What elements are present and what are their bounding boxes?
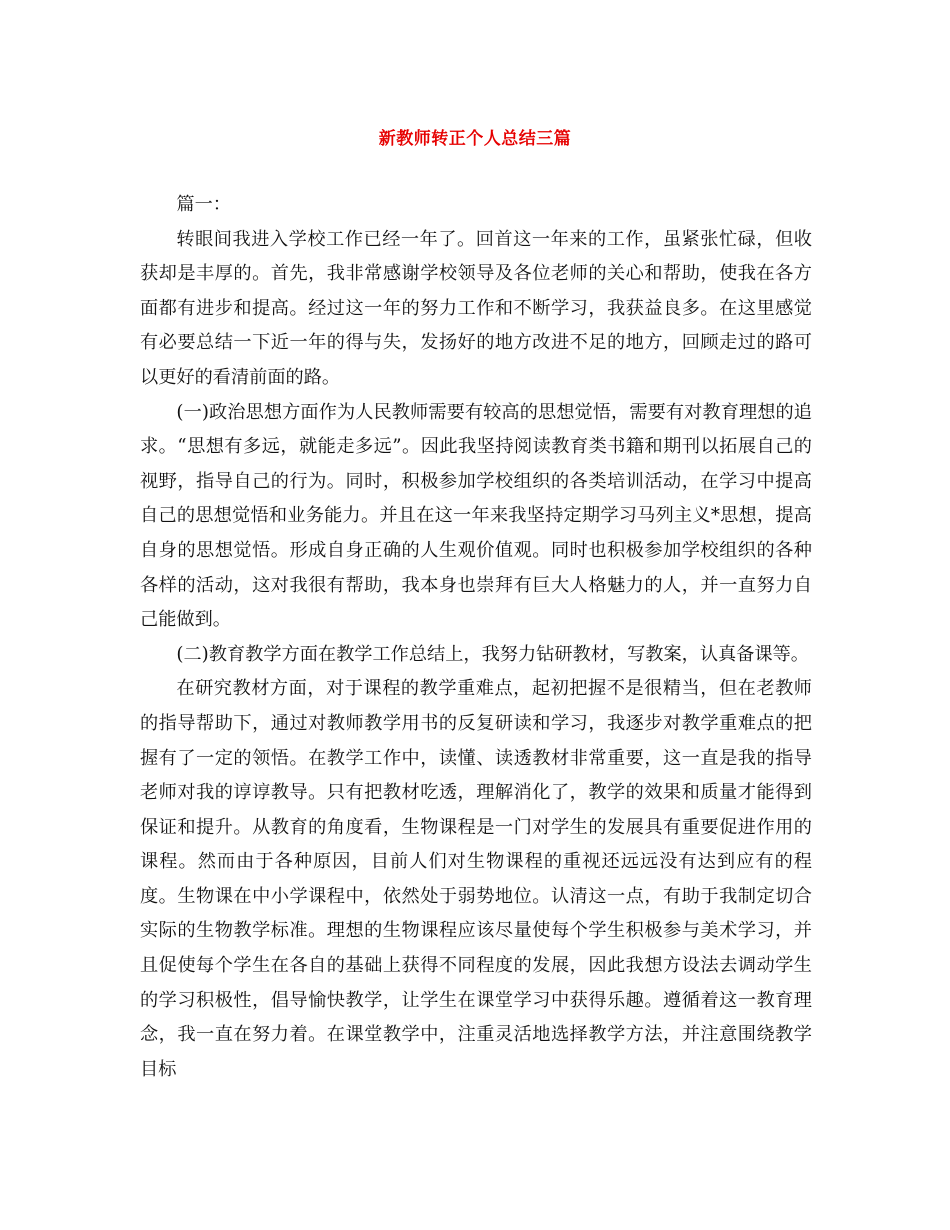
document-body <box>140 188 812 1087</box>
paragraph: (二)教育教学方面在教学工作总结上，我努力钻研教材，写教案，认真备课等。 <box>176 643 809 665</box>
paragraph: 在研究教材方面，对于课程的教学重难点，起初把握不是很精当，但在老教师的指导帮助下，通过对教师教学用书的反复研读和学习，我逐步对教学重难点的把握有了一定的领悟。在教学工作中，读懂、读透教材非常重要，这一直是我的指导老师对我的谆谆教导。只有把教材吃透，理解消化了，教学的效果和质量才能得到保证和提升。从教育的角度看，生物课程是一门对学生的发展具有重要促进作用的课程。然而由于各种原因，目前人们对生物课程的重视还远远没有达到应有的程度。生物课在中小学课程中，依然处于弱势地位。认清这一点，有助于我制定切合实际的生物教学标准。理想的生物课程应该尽量使每个学生积极参与美术学习，并且促使每个学生在各自的基础上获得不同程度的发展，因此我想方设法去调动学生的学习积极性，倡导愉快教学，让学生在课堂学习中获得乐趣。遵循着这一教育理念，我一直在努力着。在课堂教学中，注重灵活地选择教学方法，并注意围绕教学目标 <box>140 678 812 1080</box>
document-title: 新教师转正个人总结三篇 <box>378 129 572 149</box>
paragraph: 转眼间我进入学校工作已经一年了。回首这一年来的工作，虽紧张忙碌，但收获却是丰厚的。首先，我非常感谢学校领导及各位老师的关心和帮助，使我在各方面都有进步和提高。经过这一年的努力工作和不断学习，我获益良多。在这里感觉有必要总结一下近一年的得与失，发扬好的地方改进不足的地方，回顾走过的路可以更好的看清前面的路。 <box>140 228 812 388</box>
section-label: 篇一： <box>176 194 231 215</box>
paragraph: (一)政治思想方面作为人民教师需要有较高的思想觉悟，需要有对教育理想的追求。“思想有多远，就能走多远”。因此我坚持阅读教育类书籍和期刊以拓展自己的视野，指导自己的行为。同时，积极参加学校组织的各类培训活动，在学习中提高自己的思想觉悟和业务能力。并且在这一年来我坚持定期学习马列主义*思想，提高自身的思想觉悟。形成自身正确的人生观价值观。同时也积极参加学校组织的各种各样的活动，这对我很有帮助，我本身也崇拜有巨大人格魅力的人，并一直努力自己能做到。 <box>140 401 812 631</box>
